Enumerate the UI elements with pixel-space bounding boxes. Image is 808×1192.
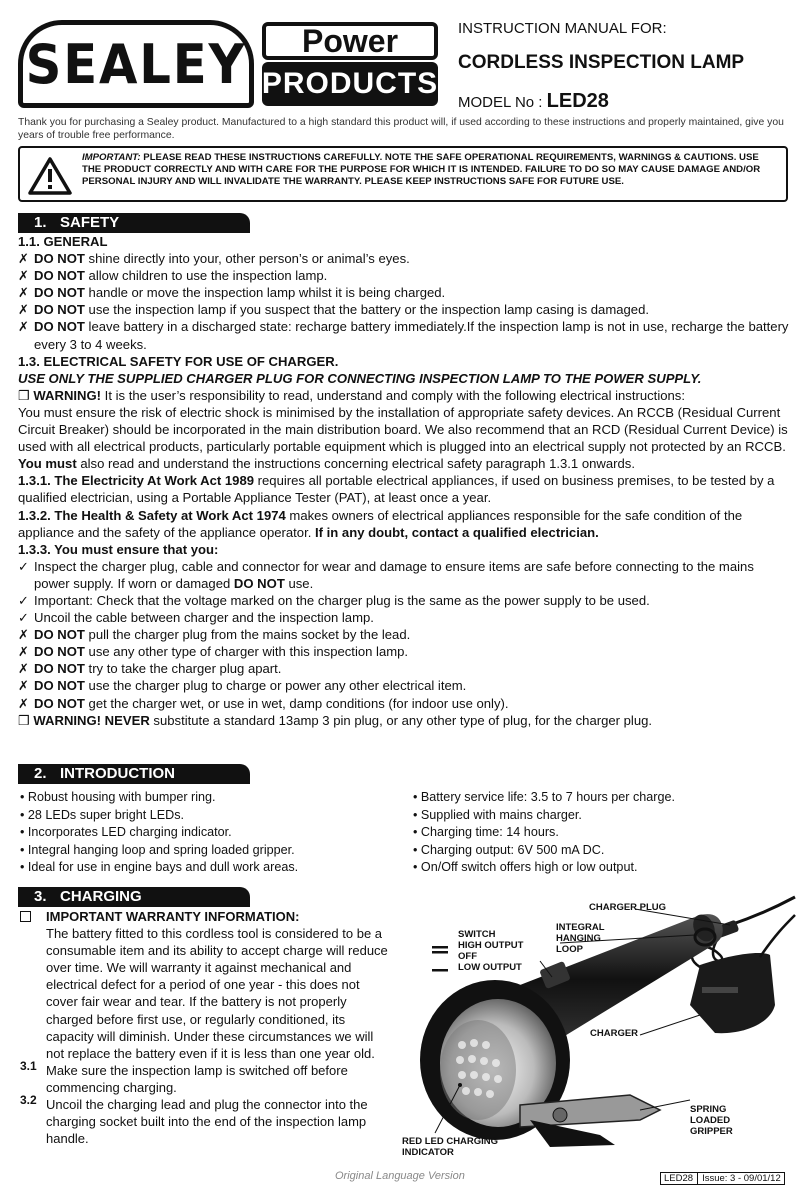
cross-icon: ✗: [18, 302, 29, 318]
item-text: pull the charger plug from the mains socket by the lead.: [84, 627, 411, 643]
item-text: use the charger plug to charge or power any other electrical item.: [84, 678, 467, 694]
model-line: [458, 90, 609, 113]
step-text: Uncoil the charging lead and plug the connector into the charging socket built into the end of the inspection lamp handle.: [46, 1097, 368, 1147]
label-line: LOADED: [690, 1115, 731, 1126]
electrical-heading: 1.3. ELECTRICAL SAFETY FOR USE OF CHARGER.: [18, 353, 339, 369]
section-number: 1.: [34, 214, 47, 231]
checkbox-icon: ❒: [18, 387, 30, 403]
item-text: try to take the charger plug apart.: [84, 661, 282, 677]
cross-icon: ✗: [18, 661, 29, 677]
do-not: DO NOT: [34, 644, 85, 660]
label-line: HANGING: [556, 933, 601, 944]
item-text: shine directly into your, other person’s or animal’s eyes.: [84, 251, 410, 267]
item-text: handle or move the inspection lamp whilst it is being charged.: [84, 285, 446, 301]
important-text: [82, 152, 776, 189]
never-text: substitute a standard 13amp 3 pin plug, or any other type of plug, for the charger plug.: [149, 712, 653, 728]
label-line: GRIPPER: [690, 1126, 733, 1137]
act-1974-text: makes owners of electrical appliances responsible for the safe condition of the appliance and the safety of the appliance operator.: [18, 507, 743, 540]
never-label: WARNING! NEVER: [33, 712, 150, 728]
warning-line: [18, 387, 793, 404]
sealey-logo: [18, 20, 254, 108]
label-charger-plug: CHARGER PLUG: [589, 902, 667, 913]
warning-text: It is the user’s responsibility to read, understand and comply with the following electrical instructions:: [101, 387, 685, 403]
check-icon: ✓: [18, 610, 29, 626]
do-not: DO NOT: [34, 302, 85, 318]
thanks-text: Thank you for purchasing a Sealey product. Manufactured to a high standard this product will, if used according to these instructions and properly maintained, give you years of trouble free performance.: [18, 117, 784, 141]
act-1989-paragraph: [18, 472, 793, 506]
label-line: LOW OUTPUT: [458, 962, 522, 973]
do-not: DO NOT: [34, 268, 85, 284]
footer-model: LED28: [664, 1173, 694, 1184]
step-3-1: [18, 1058, 390, 1096]
cross-icon: ✗: [18, 268, 29, 284]
list-item: [18, 267, 793, 284]
list-item: [18, 677, 793, 694]
must-label: You must: [18, 456, 77, 472]
intro-features-left: [20, 789, 400, 877]
never-line: [18, 712, 793, 729]
section-number: 2.: [34, 765, 47, 782]
label-switch: [458, 929, 523, 973]
list-item: [18, 250, 793, 267]
label-red-led: [402, 1136, 498, 1158]
checkbox-icon: ❒: [18, 712, 30, 728]
do-not: DO NOT: [233, 575, 285, 591]
warranty-heading: [18, 908, 390, 925]
step-text: Make sure the inspection lamp is switched off before commencing charging.: [46, 1062, 348, 1095]
section-number: 3.: [34, 888, 47, 905]
act-1989-label: 1.3.1. The Electricity At Work Act 1989: [18, 473, 255, 489]
important-box: [18, 146, 788, 202]
issue-badge: [660, 1172, 785, 1185]
warranty-text: The battery fitted to this cordless tool is considered to be a consumable item and its ability to accept charge will reduce over time. We will warranty it against mechanical and electrical defect for a period of one year - this does not cover fair wear and tear. If the battery is not properly charged before first use, or regularly conditioned, its capacity will diminish. Under these circumstances we will not replace the battery even if it is less than one year old.: [46, 926, 388, 1061]
list-item: • Battery service life: 3.5 to 7 hours per charge.: [413, 790, 676, 804]
list-item: [18, 301, 793, 318]
list-item: • On/Off switch offers high or low output.: [413, 860, 638, 875]
original-language-note: Original Language Version: [335, 1170, 465, 1182]
brand-text: SEALEY: [25, 32, 247, 96]
item-text: allow children to use the inspection lamp.: [84, 268, 328, 284]
list-item: [18, 558, 793, 592]
section-title: SAFETY: [60, 214, 120, 231]
checkbox-icon: [20, 911, 31, 922]
model-prefix: MODEL No :: [458, 94, 547, 111]
label-hanging-loop: [556, 922, 605, 955]
step-number: 3.2: [20, 1093, 37, 1108]
item-text: Uncoil the cable between charger and the inspection lamp.: [34, 610, 374, 626]
do-not: DO NOT: [34, 678, 85, 694]
check-icon: ✓: [18, 558, 29, 574]
section-charging-header: [18, 887, 250, 907]
cross-icon: ✗: [18, 678, 29, 694]
power-logo: Power: [262, 22, 438, 60]
warning-triangle-icon: [28, 156, 72, 196]
label-charger: CHARGER: [590, 1028, 639, 1039]
section-title: CHARGING: [60, 888, 142, 905]
intro-features-right: [413, 789, 793, 877]
list-item: [18, 643, 793, 660]
list-item: [18, 695, 793, 712]
list-item: • Charging time: 14 hours.: [413, 825, 559, 840]
warranty-title: IMPORTANT WARRANTY INFORMATION:: [46, 909, 300, 924]
list-item: • Ideal for use in engine bays and dull work areas.: [20, 860, 299, 875]
cross-icon: ✗: [18, 644, 29, 660]
act-1974-paragraph: [18, 507, 793, 541]
list-item: [18, 284, 793, 301]
list-item: [18, 660, 793, 677]
item-text: use the inspection lamp if you suspect that the battery or the inspection lamp casing is damaged.: [84, 302, 650, 318]
cross-icon: ✗: [18, 285, 29, 301]
do-not: DO NOT: [34, 661, 85, 677]
list-item: • 28 LEDs super bright LEDs.: [20, 807, 185, 822]
label-line: LOOP: [556, 944, 583, 955]
do-not: DO NOT: [34, 285, 85, 301]
list-item: [18, 318, 793, 352]
item-text: Inspect the charger plug, cable and connector for wear and damage to ensure items are safe before connecting to the mains power supply. If worn or damaged: [34, 558, 754, 591]
label-line: INDICATOR: [402, 1147, 454, 1158]
charging-body: [18, 908, 390, 1147]
warning-label: WARNING!: [33, 387, 102, 403]
must-text: also read and understand the instructions concerning electrical safety paragraph 1.3.1 onwards.: [76, 456, 635, 472]
list-item: • Supplied with mains charger.: [413, 807, 582, 822]
step-3-2: [18, 1093, 390, 1147]
label-line: SWITCH: [458, 929, 496, 940]
cross-icon: ✗: [18, 319, 29, 335]
rccb-paragraph: You must ensure the risk of electric shock is minimised by the installation of appropriate safety devices. An RCCB (Residual Current Circuit Breaker) should be incorporated in the main distribution board. We also recommend that an RCD (Residual Current Device) is used with all electrical products, particularly portable equipment which is plugged into an electrical supply not protected by an RCCB.: [18, 404, 788, 455]
cross-icon: ✗: [18, 627, 29, 643]
label-line: RED LED CHARGING: [402, 1136, 499, 1147]
section-title: INTRODUCTION: [60, 765, 175, 782]
label-line: INTEGRAL: [556, 922, 605, 933]
important-label: IMPORTANT:: [82, 152, 141, 163]
do-not: DO NOT: [34, 319, 85, 335]
footer-issue: Issue: 3 - 09/01/12: [697, 1173, 781, 1184]
cross-icon: ✗: [18, 251, 29, 267]
check-icon: ✓: [18, 592, 29, 608]
cross-icon: ✗: [18, 695, 29, 711]
section-safety-header: [18, 213, 250, 233]
label-line: OFF: [458, 951, 477, 962]
list-item: • Charging output: 6V 500 mA DC.: [413, 842, 605, 857]
step-number: 3.1: [20, 1058, 37, 1073]
important-body: PLEASE READ THESE INSTRUCTIONS CAREFULLY. NOTE THE SAFE OPERATIONAL REQUIREMENTS, WARNINGS & CAUTIONS. USE THE PRODUCT CORRECTLY AND WITH CARE FOR THE PURPOSE FOR WHICH IT IS INTENDED. FAILURE TO DO SO MAY CAUSE DAMAGE AND/OR PERSONAL INJURY AND WILL INVALIDATE THE WARRANTY. PLEASE KEEP INSTRUCTIONS SAFE FOR FUTURE USE.: [82, 152, 761, 188]
act-1974-label: 1.3.2. The Health & Safety at Work Act 1974: [18, 507, 286, 523]
item-text: use any other type of charger with this inspection lamp.: [84, 644, 409, 660]
list-item: [18, 626, 793, 643]
products-logo: PRODUCTS: [262, 62, 438, 106]
do-not: DO NOT: [34, 251, 85, 267]
must-paragraph: [18, 455, 793, 472]
act-1989-text: requires all portable electrical appliances, if used on business premises, to be tested by a qualified electrician, using a Portable Appliance Tester (PAT), at least once a year.: [18, 473, 775, 506]
label-line: SPRING: [690, 1104, 727, 1115]
item-text: leave battery in a discharged state: recharge battery immediately.If the inspection lamp is not in use, recharge the battery every 3 to 4 weeks.: [34, 319, 789, 352]
ensure-heading: 1.3.3. You must ensure that you:: [18, 541, 219, 557]
safety-body: [18, 233, 793, 729]
section-introduction-header: [18, 764, 250, 784]
list-item: [18, 609, 793, 626]
label-line: HIGH OUTPUT: [458, 940, 524, 951]
item-text: get the charger wet, or use in wet, damp conditions (for indoor use only).: [84, 695, 509, 711]
list-item: • Robust housing with bumper ring.: [20, 790, 216, 804]
supplied-charger-note: USE ONLY THE SUPPLIED CHARGER PLUG FOR CONNECTING INSPECTION LAMP TO THE POWER SUPPLY.: [18, 370, 702, 386]
item-text: Important: Check that the voltage marked on the charger plug is the same as the power supply to be used.: [34, 592, 650, 608]
item-text-end: use.: [284, 575, 314, 591]
list-item: • Integral hanging loop and spring loaded gripper.: [20, 842, 295, 857]
label-spring-gripper: [690, 1104, 733, 1137]
general-heading: 1.1. GENERAL: [18, 234, 108, 249]
doubt-text: If in any doubt, contact a qualified electrician.: [315, 524, 599, 540]
product-title: CORDLESS INSPECTION LAMP: [458, 52, 745, 73]
do-not: DO NOT: [34, 695, 85, 711]
model-number: LED28: [546, 90, 609, 112]
manual-for-label: INSTRUCTION MANUAL FOR:: [458, 20, 667, 37]
do-not: DO NOT: [34, 627, 85, 643]
list-item: • Incorporates LED charging indicator.: [20, 825, 232, 840]
list-item: [18, 592, 793, 609]
